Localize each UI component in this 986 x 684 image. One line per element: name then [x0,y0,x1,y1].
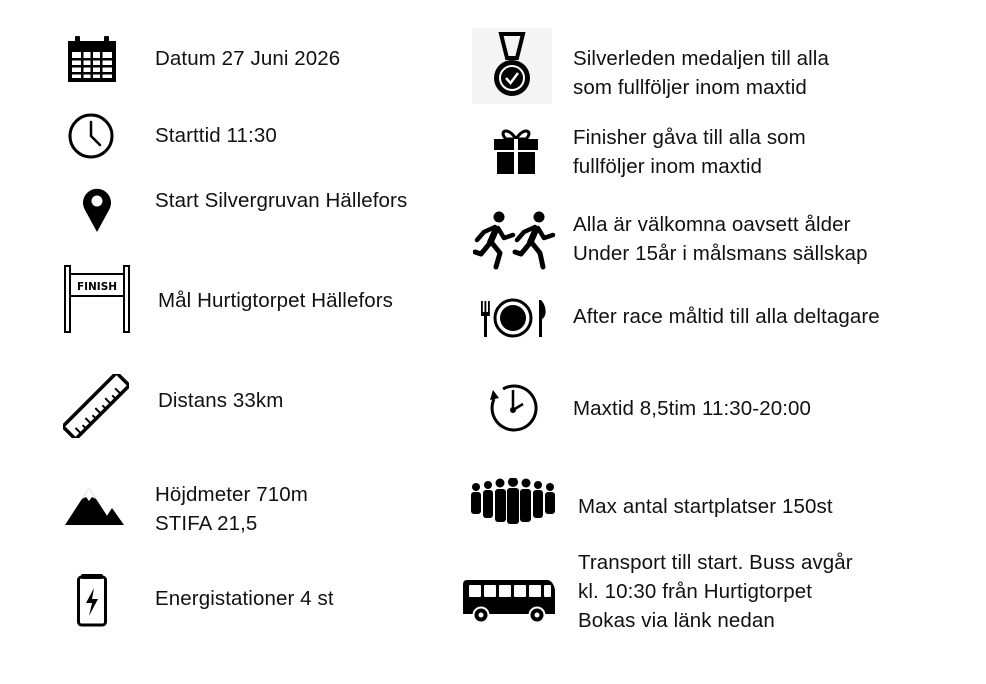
item-transport-line-3: Bokas via länk nedan [578,609,775,632]
finish-banner-icon [63,264,133,334]
item-elevation-line-1: Höjdmeter 710m [155,483,308,506]
item-transport-line-2: kl. 10:30 från Hurtigtorpet [578,580,813,603]
energy-drink-icon [76,572,108,628]
location-pin-icon [82,186,112,233]
item-date [155,44,340,73]
item-max-time [573,394,811,423]
item-age-info-line-2: Under 15år i målsmans sällskap [573,242,868,265]
item-elevation [155,480,308,538]
medal-icon [472,28,552,104]
item-finish-location [158,286,393,315]
item-medal [573,44,829,102]
item-transport-line-1: Transport till start. Buss avgår [578,551,853,574]
crowd-icon [468,478,558,526]
item-start-location [155,186,407,215]
item-after-race-meal-text: After race måltid till alla deltagare [573,305,880,328]
item-finisher-gift [573,123,806,181]
item-transport [578,548,853,635]
stopwatch-icon [485,380,541,436]
item-after-race-meal [573,302,880,331]
item-start-time [155,121,277,150]
item-max-participants-text: Max antal startplatser 150st [578,495,833,518]
item-max-participants [578,492,833,521]
item-finisher-gift-line-1: Finisher gåva till alla som [573,126,806,149]
item-age-info [573,210,868,268]
item-medal-line-1: Silverleden medaljen till alla [573,47,829,70]
item-start-location-text: Start Silvergruvan Hällefors [155,189,408,212]
item-date-text: Datum 27 Juni 2026 [155,47,341,70]
calendar-icon [66,34,118,84]
item-finisher-gift-line-2: fullföljer inom maxtid [573,155,763,178]
clock-icon [67,112,115,160]
item-energy-stations [155,584,334,613]
plate-cutlery-icon [478,297,550,339]
item-distance [158,386,283,415]
item-age-info-line-1: Alla är välkomna oavsett ålder [573,213,851,236]
ruler-icon [63,374,129,438]
item-distance-text: Distans 33km [158,389,284,412]
gift-icon [492,126,540,176]
item-max-time-text: Maxtid 8,5tim 11:30-20:00 [573,397,811,420]
finish-banner-text: FINISH [76,281,118,293]
item-medal-line-2: som fullföljer inom maxtid [573,76,807,99]
item-elevation-line-2: STIFA 21,5 [155,512,258,535]
runners-icon [473,210,557,272]
mountain-icon [65,486,125,526]
item-finish-location-text: Mål Hurtigtorpet Hällefors [158,289,394,312]
item-start-time-text: Starttid 11:30 [155,124,277,147]
bus-icon [461,576,557,624]
item-energy-stations-text: Energistationer 4 st [155,587,334,610]
